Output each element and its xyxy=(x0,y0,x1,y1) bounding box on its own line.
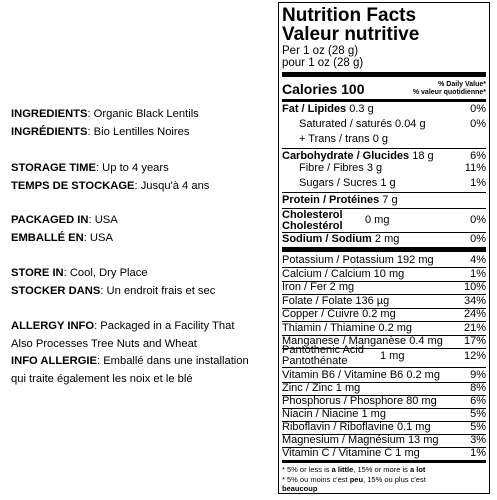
sodium-dv: 0% xyxy=(470,233,486,245)
nutrient-row: Phosphorus / Phosphore 80 mg xyxy=(282,395,437,407)
nutrient-row: Magnesium / Magnésium 13 mg xyxy=(282,434,439,446)
cholesterol-dv: 0% xyxy=(470,214,486,226)
nutrient-row: Potassium / Potassium 192 mg xyxy=(282,254,434,266)
thick-rule xyxy=(282,72,486,77)
nutrition-facts-label xyxy=(278,2,490,494)
dv-header-en: % Daily Value* xyxy=(438,81,486,88)
sugars-dv: 1% xyxy=(470,177,486,189)
nutrient-dv: 9% xyxy=(470,369,486,381)
rule xyxy=(282,367,486,368)
nutrient-dv: 4% xyxy=(470,254,486,266)
allergy-en: ALLERGY INFO: Packaged in a Facility That xyxy=(11,320,235,332)
nutrient-row: Vitamin C / Vitamine C 1 mg xyxy=(282,447,420,459)
sodium-row: Sodium / Sodium 2 mg xyxy=(282,233,400,245)
store-fr: STOCKER DANS: Un endroit frais et sec xyxy=(11,285,216,297)
footnote-fr-2: beaucoup xyxy=(282,484,318,493)
nutrient-row: Niacin / Niacine 1 mg xyxy=(282,408,386,420)
rule xyxy=(282,99,486,102)
calories: Calories 100 xyxy=(282,81,365,97)
carb-row: Carbohydrate / Glucides 18 g xyxy=(282,150,434,162)
fat-row: Fat / Lipides 0.3 g xyxy=(282,103,374,115)
fibre-row: Fibre / Fibres 3 g xyxy=(299,162,383,174)
nutrient-dv: 3% xyxy=(470,434,486,446)
nutrient-dv: 5% xyxy=(470,421,486,433)
nutrient-dv: 6% xyxy=(470,395,486,407)
nutrient-row: Riboflavin / Riboflavine 0.1 mg xyxy=(282,421,431,433)
nutrient-dv: 8% xyxy=(470,382,486,394)
serving-en: Per 1 oz (28 g) xyxy=(282,45,359,57)
carb-dv: 6% xyxy=(470,150,486,162)
ingredients-en: INGREDIENTS: Organic Black Lentils xyxy=(11,108,199,120)
footnote-fr: * 5% ou moins c'est peu, 15% ou plus c'est xyxy=(282,475,426,484)
allergy-en-line2: Also Processes Tree Nuts and Wheat xyxy=(11,338,197,350)
dv-header-fr: % valeur quotidienne* xyxy=(412,89,486,96)
cholesterol-amount: 0 mg xyxy=(365,214,390,226)
sugars-row: Sugars / Sucres 1 g xyxy=(299,177,396,189)
nutrient-row: Copper / Cuivre 0.2 mg xyxy=(282,308,396,320)
rule xyxy=(282,192,486,193)
protein-row: Protein / Protéines 7 g xyxy=(282,194,398,206)
allergy-fr-line2: qui traite également les noix et le blé xyxy=(11,373,193,385)
sat-dv: 0% xyxy=(470,118,486,130)
nutrient-row: Folate / Folate 136 µg xyxy=(282,294,390,307)
pantothenic-dv: 12% xyxy=(463,350,486,362)
nutrient-dv: 1% xyxy=(470,267,486,280)
nutrient-row: Iron / Fer 2 mg xyxy=(282,281,355,293)
allergy-fr: INFO ALLERGIE: Emballé dans une installation xyxy=(11,355,249,367)
thick-rule xyxy=(282,247,486,252)
nutrient-row: Zinc / Zinc 1 mg xyxy=(282,382,361,394)
nutrient-row: Thiamin / Thiamine 0.2 mg xyxy=(282,321,413,334)
sat-row: Saturated / saturés 0.04 g xyxy=(299,118,426,130)
title-en: Nutrition Facts xyxy=(282,5,417,26)
nutrient-dv: 21% xyxy=(463,321,486,334)
pantothenic-en: Pantothenic Acid xyxy=(282,344,364,356)
trans-row: + Trans / trans 0 g xyxy=(299,133,388,145)
footnote-en: * 5% or less is a little, 15% or more is a lot xyxy=(282,465,426,474)
storage-fr: TEMPS DE STOCKAGE: Jusqu'à 4 ans xyxy=(11,180,210,192)
storage-en: STORAGE TIME: Up to 4 years xyxy=(11,162,169,174)
serving-fr: pour 1 oz (28 g) xyxy=(282,57,364,69)
nutrient-dv: 10% xyxy=(463,281,486,293)
nutrient-dv: 17% xyxy=(463,335,486,347)
cholesterol-en: Cholesterol xyxy=(282,209,343,221)
cholesterol-fr: Cholestérol xyxy=(282,220,343,232)
packaged-en: PACKAGED IN: USA xyxy=(11,214,118,226)
packaged-fr: EMBALLÉ EN: USA xyxy=(11,232,113,244)
nutrient-dv: 24% xyxy=(463,308,486,320)
nutrient-dv: 5% xyxy=(470,408,486,420)
nutrient-dv: 1% xyxy=(470,447,486,459)
rule xyxy=(282,148,486,149)
ingredients-fr: INGRÉDIENTS: Bio Lentilles Noires xyxy=(11,126,190,138)
rule xyxy=(282,460,486,463)
title-fr: Valeur nutritive xyxy=(282,24,420,45)
nutrient-dv: 34% xyxy=(463,294,486,307)
pantothenic-amount: 1 mg xyxy=(380,350,405,362)
store-en: STORE IN: Cool, Dry Place xyxy=(11,267,148,279)
fat-dv: 0% xyxy=(470,103,486,115)
nutrient-row: Calcium / Calcium 10 mg xyxy=(282,267,405,280)
pantothenic-fr: Pantothénate xyxy=(282,355,348,367)
fibre-dv: 11% xyxy=(464,162,486,174)
nutrient-row: Vitamin B6 / Vitamine B6 0.2 mg xyxy=(282,369,440,381)
nutrient-row: Manganese / Manganèse 0.4 mg xyxy=(282,335,443,347)
